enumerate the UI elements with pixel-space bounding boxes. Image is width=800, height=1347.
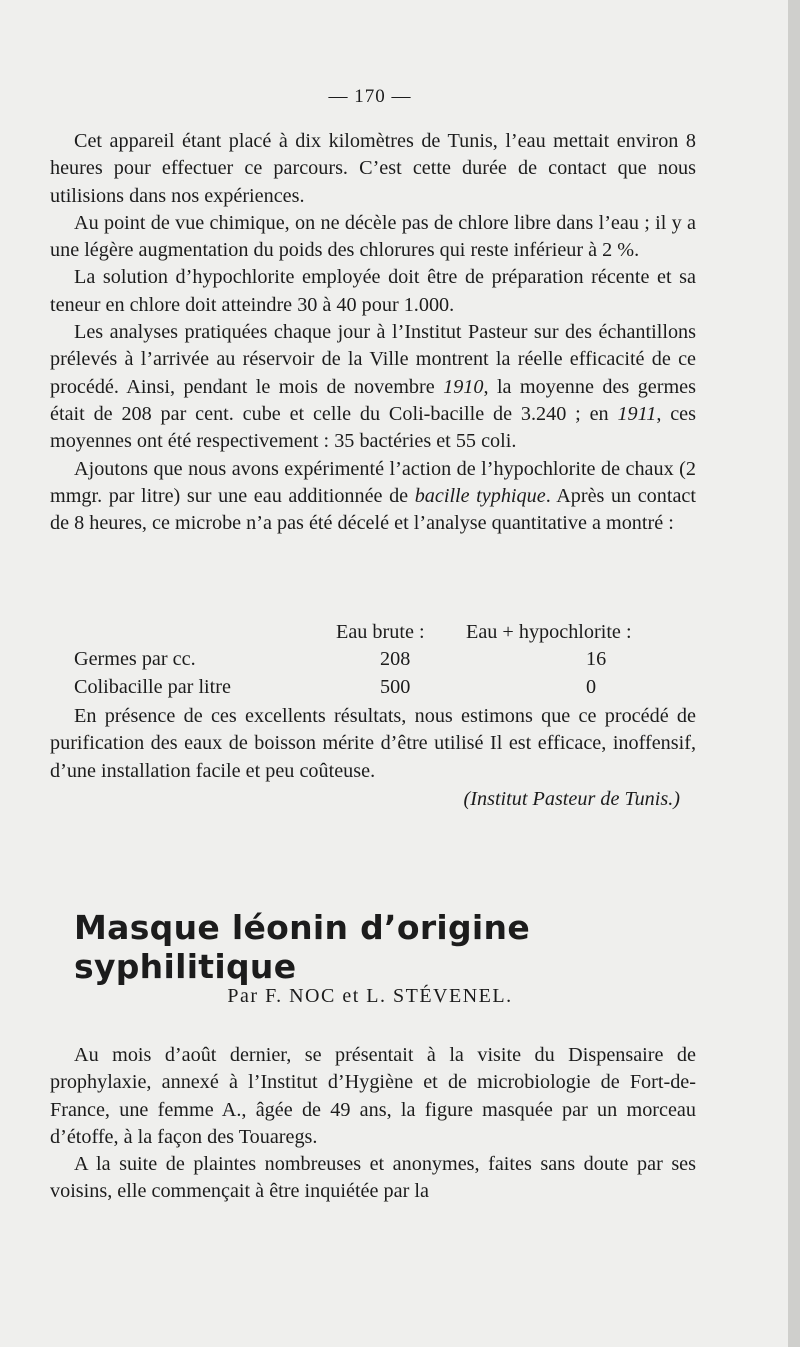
text-run: , ces moyennes ont été respectivement : 35 bactéries et 55 coli. [50,402,696,453]
table-row [74,646,684,673]
cell-treated: 16 [586,648,607,671]
text-run: , la moyenne des germes était de 208 par cent. cube et celle du Coli-bacille de 3.240 ; en [50,375,696,425]
byline: Par F. NOC et L. STÉVENEL. [227,985,513,1007]
cell-raw: 208 [380,648,411,671]
paragraph [50,456,696,538]
signature: (Institut Pasteur de Tunis.) [463,788,680,810]
paragraph [50,319,696,455]
body-text-conclusion [50,703,696,785]
species-italic: bacille typhique [414,484,546,507]
cell-treated: 0 [586,675,597,698]
results-table [74,619,684,701]
table-row [74,674,684,701]
paragraph: En présence de ces excellents résultats, nous estimons que ce procédé de purification des eaux de boisson mérite d’être utilisé Il est efficace, inoffensif, d’une installation facile et peu coûteuse. [50,705,696,782]
text-run: Ajoutons que nous avons expérimenté l’action de l’hypochlorite de chaux (2 mmgr. par litre) sur une eau additionnée de [50,457,696,507]
paragraph: Au mois d’août dernier, se présentait à la visite du Dispensaire de prophylaxie, annexé à l’Institut d’Hygiène et de microbiologie de Fort-de-France, une femme A., âgée de 49 ans, la figure masquée par un morceau d’étoffe, à la façon des Touaregs. [50,1044,696,1148]
year-italic: 1910 [443,375,484,398]
paragraph: Cet appareil étant placé à dix kilomètres de Tunis, l’eau mettait environ 8 heures pour effectuer ce parcours. C’est cette durée de contact que nous utilisions dans nos expériences. [50,130,696,207]
row-label: Colibacille par litre [74,675,231,698]
text-run: . Après un contact de 8 heures, ce microbe n’a pas été décelé et l’analyse quantitative a montré : [50,484,696,535]
cell-raw: 500 [380,675,411,698]
article-body [50,1042,696,1206]
body-text-top [50,128,696,537]
paragraph: A la suite de plaintes nombreuses et anonymes, faites sans doute par ses voisins, elle commençait à être inquiétée par la [50,1153,696,1203]
column-header: Eau brute : [336,621,425,643]
article-title: Masque léonin d’origine syphilitique [74,908,531,986]
column-header: Eau + hypochlorite : [466,621,632,643]
page-number: — 170 — [328,86,412,107]
text-run: Les analyses pratiquées chaque jour à l’Institut Pasteur sur des échantillons prélevés à l’arrivée au réservoir de la Ville montrent la réelle efficacité de ce procédé. Ainsi, pendant le mois de novembre [50,321,696,398]
paragraph: La solution d’hypochlorite employée doit être de préparation récente et sa teneur en chlore doit atteindre 30 à 40 pour 1.000. [50,266,696,316]
year-italic: 1911 [617,402,657,425]
paragraph: Au point de vue chimique, on ne décèle pas de chlore libre dans l’eau ; il y a une légère augmentation du poids des chlorures qui reste inférieur à 2 %. [50,211,696,262]
table-header-row [74,619,684,646]
row-label: Germes par cc. [74,648,196,671]
